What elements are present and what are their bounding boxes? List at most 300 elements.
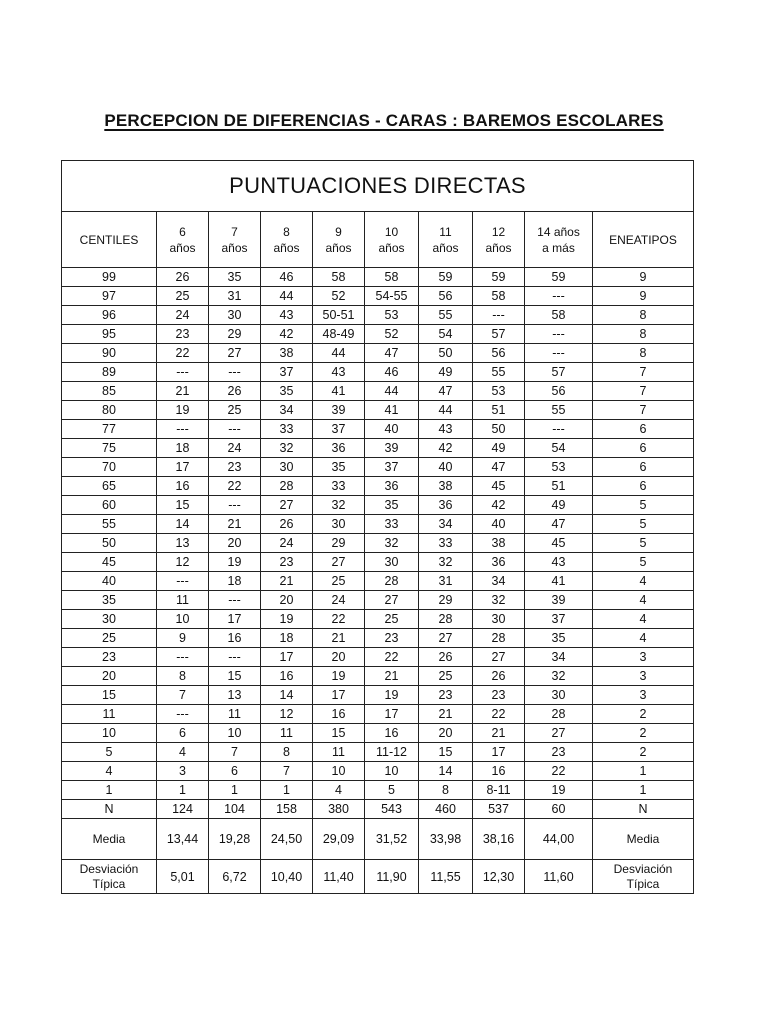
score-cell: 23 (261, 553, 313, 572)
score-cell: 23 (365, 629, 419, 648)
score-cell: 20 (313, 648, 365, 667)
centil-cell: 99 (62, 268, 157, 287)
stat-value: 6,72 (209, 860, 261, 894)
score-cell: 26 (419, 648, 473, 667)
score-cell: 43 (313, 363, 365, 382)
score-cell: 27 (261, 496, 313, 515)
eneatipo-cell: 5 (593, 496, 694, 515)
score-cell: 53 (365, 306, 419, 325)
baremos-table (61, 160, 694, 894)
score-cell: 32 (313, 496, 365, 515)
score-cell: 25 (365, 610, 419, 629)
table-row (62, 724, 694, 743)
score-cell: 35 (261, 382, 313, 401)
eneatipo-cell: 2 (593, 705, 694, 724)
stat-value: 33,98 (419, 819, 473, 860)
score-cell: --- (157, 648, 209, 667)
score-cell: 43 (525, 553, 593, 572)
score-cell: 6 (157, 724, 209, 743)
score-cell: 35 (525, 629, 593, 648)
eneatipo-cell: 2 (593, 724, 694, 743)
score-cell: 55 (419, 306, 473, 325)
score-cell: 41 (365, 401, 419, 420)
score-cell: 15 (157, 496, 209, 515)
score-cell: 22 (209, 477, 261, 496)
table-row (62, 800, 694, 819)
score-cell: --- (209, 648, 261, 667)
table-row (62, 363, 694, 382)
stat-value: 11,60 (525, 860, 593, 894)
score-cell: 1 (157, 781, 209, 800)
stat-label: Desviación Típica (62, 860, 157, 894)
eneatipo-cell: 7 (593, 363, 694, 382)
eneatipo-cell: 5 (593, 515, 694, 534)
score-cell: --- (157, 572, 209, 591)
centil-cell: 4 (62, 762, 157, 781)
score-cell: 19 (525, 781, 593, 800)
score-cell: 41 (313, 382, 365, 401)
column-header: ENEATIPOS (593, 212, 694, 268)
score-cell: 52 (365, 325, 419, 344)
centil-cell: 35 (62, 591, 157, 610)
column-header: 8 años (261, 212, 313, 268)
eneatipo-cell: 6 (593, 477, 694, 496)
score-cell: 27 (313, 553, 365, 572)
score-cell: 18 (261, 629, 313, 648)
score-cell: 23 (473, 686, 525, 705)
score-cell: 40 (419, 458, 473, 477)
score-cell: --- (157, 420, 209, 439)
score-cell: 124 (157, 800, 209, 819)
score-cell: 28 (473, 629, 525, 648)
score-cell: 54 (419, 325, 473, 344)
score-cell: 58 (525, 306, 593, 325)
score-cell: --- (157, 363, 209, 382)
score-cell: 42 (473, 496, 525, 515)
eneatipo-cell: 7 (593, 401, 694, 420)
score-cell: --- (157, 705, 209, 724)
stat-value: 12,30 (473, 860, 525, 894)
score-cell: 30 (473, 610, 525, 629)
score-cell: 23 (209, 458, 261, 477)
centil-cell: 75 (62, 439, 157, 458)
score-cell: 8-11 (473, 781, 525, 800)
score-cell: 18 (209, 572, 261, 591)
centil-cell: 20 (62, 667, 157, 686)
score-cell: 21 (261, 572, 313, 591)
score-cell: 11 (261, 724, 313, 743)
stat-label: Media (593, 819, 694, 860)
score-cell: 59 (419, 268, 473, 287)
score-cell: 11 (209, 705, 261, 724)
table-row (62, 648, 694, 667)
score-cell: 537 (473, 800, 525, 819)
score-cell: 34 (261, 401, 313, 420)
score-cell: 380 (313, 800, 365, 819)
score-cell: 28 (365, 572, 419, 591)
score-cell: 27 (525, 724, 593, 743)
table-row (62, 534, 694, 553)
score-cell: 56 (525, 382, 593, 401)
score-cell: 55 (473, 363, 525, 382)
score-cell: 38 (261, 344, 313, 363)
column-header: 9 años (313, 212, 365, 268)
score-cell: 3 (157, 762, 209, 781)
eneatipo-cell: 1 (593, 762, 694, 781)
score-cell: 35 (365, 496, 419, 515)
score-cell: 44 (419, 401, 473, 420)
eneatipo-cell: 8 (593, 325, 694, 344)
score-cell: 46 (365, 363, 419, 382)
score-cell: 27 (209, 344, 261, 363)
table-row (62, 515, 694, 534)
score-cell: 54-55 (365, 287, 419, 306)
centil-cell: 90 (62, 344, 157, 363)
score-cell: 15 (313, 724, 365, 743)
score-cell: 58 (313, 268, 365, 287)
table-row (62, 667, 694, 686)
score-cell: 30 (525, 686, 593, 705)
score-cell: 32 (419, 553, 473, 572)
stat-value: 38,16 (473, 819, 525, 860)
score-cell: 50 (419, 344, 473, 363)
score-cell: 17 (313, 686, 365, 705)
table-row (62, 401, 694, 420)
score-cell: 30 (261, 458, 313, 477)
score-cell: 36 (473, 553, 525, 572)
score-cell: 31 (209, 287, 261, 306)
score-cell: 21 (157, 382, 209, 401)
score-cell: 24 (209, 439, 261, 458)
eneatipo-cell: 9 (593, 268, 694, 287)
score-cell: --- (209, 496, 261, 515)
table-row (62, 591, 694, 610)
eneatipo-cell: 4 (593, 591, 694, 610)
score-cell: 24 (261, 534, 313, 553)
score-cell: 20 (419, 724, 473, 743)
score-cell: 32 (365, 534, 419, 553)
score-cell: 7 (157, 686, 209, 705)
table-row (62, 420, 694, 439)
table-row (62, 306, 694, 325)
score-cell: 42 (261, 325, 313, 344)
score-cell: 17 (209, 610, 261, 629)
column-header: 11 años (419, 212, 473, 268)
score-cell: 57 (473, 325, 525, 344)
table-row (62, 572, 694, 591)
score-cell: --- (209, 591, 261, 610)
score-cell: 21 (209, 515, 261, 534)
score-cell: 15 (209, 667, 261, 686)
score-cell: 19 (313, 667, 365, 686)
table-row (62, 686, 694, 705)
score-cell: 22 (313, 610, 365, 629)
score-cell: 48-49 (313, 325, 365, 344)
score-cell: 19 (209, 553, 261, 572)
stat-value: 11,90 (365, 860, 419, 894)
score-cell: 44 (365, 382, 419, 401)
score-cell: 60 (525, 800, 593, 819)
eneatipo-cell: 4 (593, 610, 694, 629)
score-cell: 37 (365, 458, 419, 477)
score-cell: 25 (157, 287, 209, 306)
score-cell: 41 (525, 572, 593, 591)
table-row (62, 629, 694, 648)
score-cell: 29 (313, 534, 365, 553)
score-cell: 14 (157, 515, 209, 534)
score-cell: 56 (419, 287, 473, 306)
score-cell: 11-12 (365, 743, 419, 762)
score-cell: 16 (473, 762, 525, 781)
table-banner: PUNTUACIONES DIRECTAS (62, 161, 694, 212)
score-cell: 10 (157, 610, 209, 629)
score-cell: 38 (419, 477, 473, 496)
stat-value: 11,55 (419, 860, 473, 894)
score-cell: 30 (365, 553, 419, 572)
centil-cell: 65 (62, 477, 157, 496)
centil-cell: 25 (62, 629, 157, 648)
score-cell: 58 (473, 287, 525, 306)
eneatipo-cell: 9 (593, 287, 694, 306)
table-row (62, 762, 694, 781)
eneatipo-cell: 4 (593, 629, 694, 648)
centil-cell: 89 (62, 363, 157, 382)
centil-cell: 95 (62, 325, 157, 344)
score-cell: 54 (525, 439, 593, 458)
centil-cell: 77 (62, 420, 157, 439)
score-cell: 37 (261, 363, 313, 382)
score-cell: 14 (419, 762, 473, 781)
score-cell: 59 (525, 268, 593, 287)
stat-value: 24,50 (261, 819, 313, 860)
score-cell: 40 (473, 515, 525, 534)
eneatipo-cell: N (593, 800, 694, 819)
stat-value: 10,40 (261, 860, 313, 894)
score-cell: 44 (313, 344, 365, 363)
column-header: CENTILES (62, 212, 157, 268)
score-cell: 28 (419, 610, 473, 629)
eneatipo-cell: 1 (593, 781, 694, 800)
centil-cell: 23 (62, 648, 157, 667)
score-cell: 21 (473, 724, 525, 743)
score-cell: 17 (473, 743, 525, 762)
score-cell: 23 (525, 743, 593, 762)
score-cell: 43 (419, 420, 473, 439)
score-cell: 14 (261, 686, 313, 705)
score-cell: 50 (473, 420, 525, 439)
score-cell: 27 (365, 591, 419, 610)
score-cell: 34 (419, 515, 473, 534)
eneatipo-cell: 6 (593, 439, 694, 458)
score-cell: 32 (525, 667, 593, 686)
centil-cell: 11 (62, 705, 157, 724)
document-title: PERCEPCION DE DIFERENCIAS - CARAS : BAREMOS ESCOLARES (104, 111, 664, 130)
score-cell: 25 (419, 667, 473, 686)
score-cell: 51 (525, 477, 593, 496)
score-cell: 30 (209, 306, 261, 325)
eneatipo-cell: 6 (593, 420, 694, 439)
score-cell: 4 (313, 781, 365, 800)
stat-value: 19,28 (209, 819, 261, 860)
centil-cell: 30 (62, 610, 157, 629)
score-cell: 40 (365, 420, 419, 439)
score-cell: 53 (473, 382, 525, 401)
score-cell: 37 (525, 610, 593, 629)
eneatipo-cell: 3 (593, 686, 694, 705)
score-cell: 47 (473, 458, 525, 477)
score-cell: --- (525, 420, 593, 439)
score-cell: 46 (261, 268, 313, 287)
score-cell: 7 (209, 743, 261, 762)
score-cell: 19 (365, 686, 419, 705)
centil-cell: 15 (62, 686, 157, 705)
score-cell: 16 (365, 724, 419, 743)
score-cell: 12 (157, 553, 209, 572)
table-row (62, 382, 694, 401)
score-cell: --- (525, 325, 593, 344)
score-cell: 34 (525, 648, 593, 667)
score-cell: 21 (365, 667, 419, 686)
score-cell: 10 (313, 762, 365, 781)
eneatipo-cell: 3 (593, 667, 694, 686)
column-header-row (62, 212, 694, 268)
eneatipo-cell: 4 (593, 572, 694, 591)
score-cell: 45 (473, 477, 525, 496)
score-cell: 15 (419, 743, 473, 762)
score-cell: 16 (261, 667, 313, 686)
score-cell: 25 (313, 572, 365, 591)
centil-cell: 80 (62, 401, 157, 420)
score-cell: 20 (261, 591, 313, 610)
score-cell: 31 (419, 572, 473, 591)
eneatipo-cell: 2 (593, 743, 694, 762)
score-cell: 11 (157, 591, 209, 610)
stat-value: 13,44 (157, 819, 209, 860)
score-cell: 47 (419, 382, 473, 401)
score-cell: 26 (209, 382, 261, 401)
stat-value: 11,40 (313, 860, 365, 894)
score-cell: --- (209, 363, 261, 382)
score-cell: 45 (525, 534, 593, 553)
score-cell: 59 (473, 268, 525, 287)
score-cell: 16 (157, 477, 209, 496)
table-row (62, 458, 694, 477)
score-cell: 50-51 (313, 306, 365, 325)
centil-cell: 97 (62, 287, 157, 306)
column-header: 12 años (473, 212, 525, 268)
table-row (62, 781, 694, 800)
eneatipo-cell: 7 (593, 382, 694, 401)
score-cell: 33 (261, 420, 313, 439)
score-cell: 47 (365, 344, 419, 363)
centil-cell: 70 (62, 458, 157, 477)
score-cell: 13 (209, 686, 261, 705)
score-cell: 22 (157, 344, 209, 363)
score-cell: 33 (419, 534, 473, 553)
score-cell: 28 (525, 705, 593, 724)
score-cell: 12 (261, 705, 313, 724)
centil-cell: 60 (62, 496, 157, 515)
centil-cell: 45 (62, 553, 157, 572)
score-cell: 5 (365, 781, 419, 800)
score-cell: 26 (261, 515, 313, 534)
column-header: 6 años (157, 212, 209, 268)
table-row (62, 344, 694, 363)
stat-value: 5,01 (157, 860, 209, 894)
score-cell: 43 (261, 306, 313, 325)
score-cell: 58 (365, 268, 419, 287)
table-row (62, 325, 694, 344)
score-cell: 24 (313, 591, 365, 610)
centil-cell: 5 (62, 743, 157, 762)
score-cell: 16 (313, 705, 365, 724)
stat-label: Media (62, 819, 157, 860)
score-cell: 17 (365, 705, 419, 724)
score-cell: 32 (473, 591, 525, 610)
score-cell: 543 (365, 800, 419, 819)
score-cell: 9 (157, 629, 209, 648)
desviacion-row (62, 860, 694, 894)
score-cell: 104 (209, 800, 261, 819)
score-cell: 4 (157, 743, 209, 762)
score-cell: 8 (261, 743, 313, 762)
centil-cell: 85 (62, 382, 157, 401)
score-cell: 19 (261, 610, 313, 629)
stat-value: 31,52 (365, 819, 419, 860)
eneatipo-cell: 3 (593, 648, 694, 667)
score-cell: 36 (419, 496, 473, 515)
baremos-table-frame (61, 160, 693, 894)
score-cell: 33 (365, 515, 419, 534)
score-cell: 7 (261, 762, 313, 781)
score-cell: 18 (157, 439, 209, 458)
score-cell: 10 (209, 724, 261, 743)
score-cell: 23 (419, 686, 473, 705)
score-cell: 1 (209, 781, 261, 800)
score-cell: 49 (473, 439, 525, 458)
score-cell: 22 (473, 705, 525, 724)
score-cell: 17 (157, 458, 209, 477)
stat-label: Desviación Típica (593, 860, 694, 894)
score-cell: 11 (313, 743, 365, 762)
score-cell: 55 (525, 401, 593, 420)
centil-cell: 50 (62, 534, 157, 553)
table-body (62, 268, 694, 819)
score-cell: 39 (525, 591, 593, 610)
score-cell: --- (525, 287, 593, 306)
score-cell: 27 (419, 629, 473, 648)
table-row (62, 705, 694, 724)
score-cell: 51 (473, 401, 525, 420)
score-cell: 8 (419, 781, 473, 800)
centil-cell: 1 (62, 781, 157, 800)
score-cell: 17 (261, 648, 313, 667)
score-cell: 26 (157, 268, 209, 287)
score-cell: 27 (473, 648, 525, 667)
eneatipo-cell: 5 (593, 534, 694, 553)
score-cell: 47 (525, 515, 593, 534)
score-cell: 49 (525, 496, 593, 515)
score-cell: 36 (365, 477, 419, 496)
score-cell: 35 (209, 268, 261, 287)
score-cell: 33 (313, 477, 365, 496)
score-cell: --- (473, 306, 525, 325)
score-cell: 57 (525, 363, 593, 382)
score-cell: 21 (313, 629, 365, 648)
score-cell: 19 (157, 401, 209, 420)
score-cell: 32 (261, 439, 313, 458)
score-cell: 460 (419, 800, 473, 819)
